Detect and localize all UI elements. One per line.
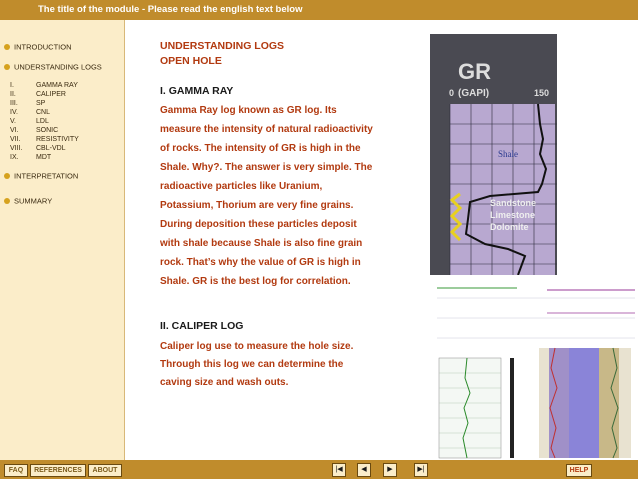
gr-scale-max: 150 [534, 88, 550, 98]
nav-understanding-logs[interactable]: UNDERSTANDING LOGS [4, 62, 102, 72]
gamma-ray-heading: I. GAMMA RAY [160, 85, 234, 97]
nav-sub-sp[interactable]: III. SP [10, 100, 46, 107]
bullet-icon [4, 173, 10, 179]
nav-sub-gamma-ray[interactable]: I. GAMMA RAY [10, 82, 78, 89]
label-dolomite: Dolomite [490, 222, 529, 232]
bullet-icon [4, 64, 10, 70]
bottom-bar [0, 460, 638, 479]
label-shale: Shale [498, 149, 518, 159]
faq-button[interactable]: FAQ [4, 464, 28, 477]
title-bar [0, 0, 638, 20]
references-button[interactable]: REFERENCES [30, 464, 86, 477]
caliper-heading: II. CALIPER LOG [160, 320, 244, 332]
nav-sub-cbl-vdl[interactable]: VIII. CBL-VDL [10, 145, 66, 152]
gamma-ray-text: Gamma Ray log known as GR log. Its measure the intensity of natural radioactivity of rocks. The intensity of GR is high in the Shale. Why?. The answer is very simple. The radioactive particles like Uranium, Potassium, Thorium are very fine grains. During deposition these particles deposit with shale because Shale is also fine grain rock. That’s why the value of GR is high in Shale. GR is the best log for correlation. [160, 105, 373, 287]
nav-summary[interactable]: SUMMARY [4, 196, 52, 206]
caliper-text: Caliper log use to measure the hole size. Through this log we can determine the caving size and wash outs. [160, 341, 354, 388]
caliper-log-figure [437, 278, 635, 460]
nav-sub-caliper[interactable]: II. CALIPER [10, 91, 66, 98]
help-button[interactable]: HELP [566, 464, 592, 477]
last-page-icon[interactable]: ▶| [414, 463, 428, 477]
sidebar [0, 20, 125, 460]
label-limestone: Limestone [490, 210, 536, 220]
gr-unit: (GAPI) [458, 88, 490, 99]
page-subtitle: OPEN HOLE [160, 55, 222, 67]
nav-sub-resistivity[interactable]: VII. RESISTIVITY [10, 136, 79, 143]
first-page-icon[interactable]: |◀ [332, 463, 346, 477]
nav-introduction[interactable]: INTRODUCTION [4, 42, 72, 52]
gamma-ray-log-figure [430, 34, 557, 275]
main-content [125, 20, 638, 460]
label-sandstone: Sandstone [490, 198, 537, 208]
nav-sub-ldl[interactable]: V. LDL [10, 118, 49, 125]
bullet-icon [4, 44, 10, 50]
nav-sub-mdt[interactable]: IX. MDT [10, 154, 52, 161]
nav-sub-cnl[interactable]: IV. CNL [10, 109, 51, 116]
module-title: The title of the module - Please read the english text below [38, 4, 303, 15]
nav-sub-sonic[interactable]: VI. SONIC [10, 127, 59, 134]
previous-page-icon[interactable]: ◀ [357, 463, 371, 477]
page-title: UNDERSTANDING LOGS [160, 40, 285, 52]
bullet-icon [4, 198, 10, 204]
gr-title: GR [458, 59, 491, 84]
about-button[interactable]: ABOUT [88, 464, 122, 477]
nav-interpretation[interactable]: INTERPRETATION [4, 171, 78, 181]
next-page-icon[interactable]: ▶ [383, 463, 397, 477]
gr-scale-min: 0 [448, 88, 454, 98]
